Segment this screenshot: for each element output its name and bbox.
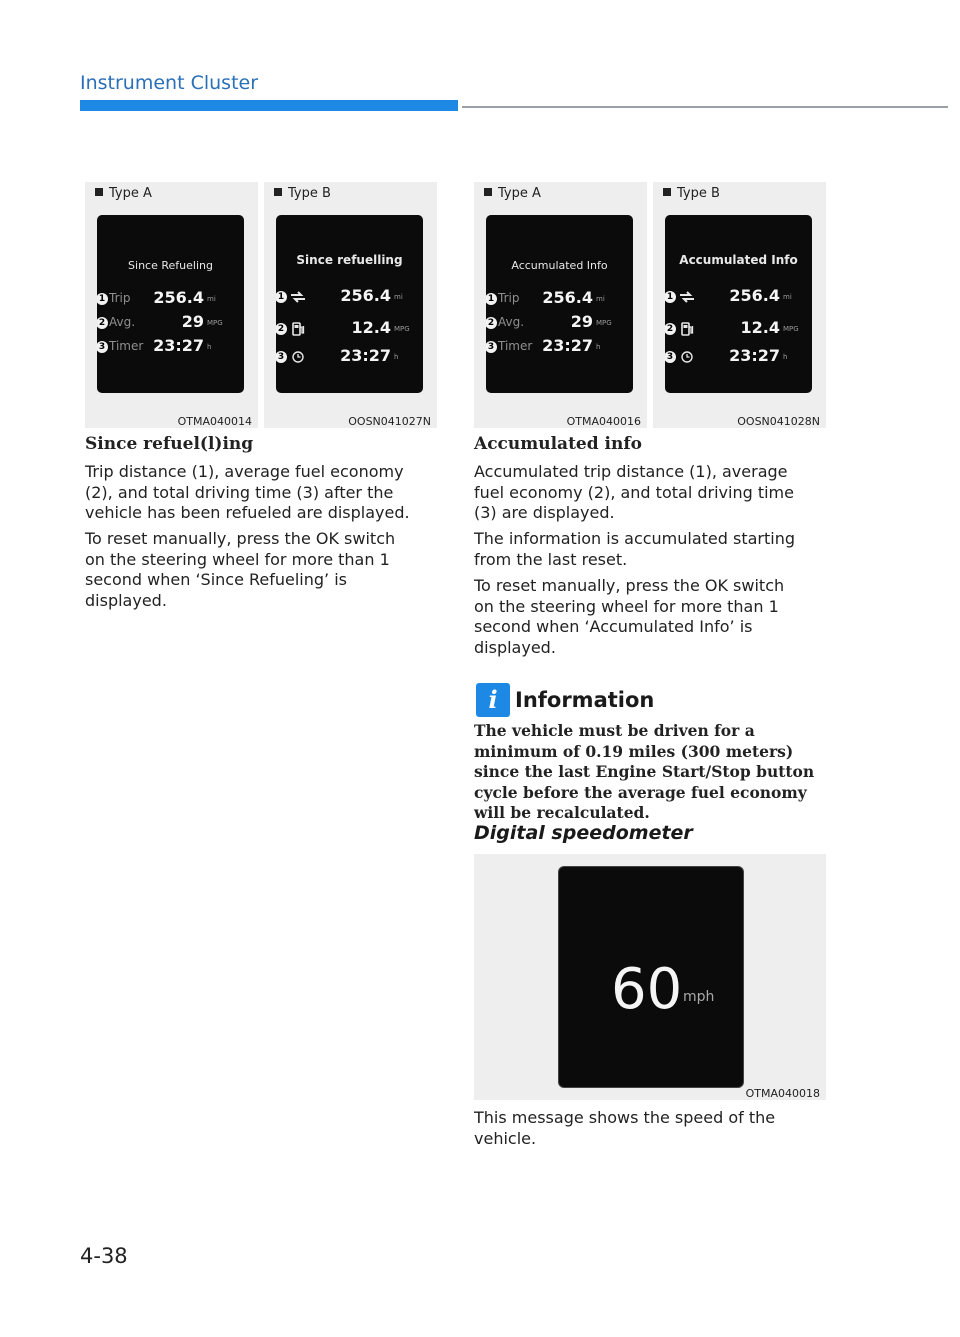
- screen-row: [97, 337, 244, 357]
- row-value: 23:27: [729, 346, 780, 365]
- speed-value: 60: [611, 957, 683, 1022]
- row-value: 23:27: [153, 336, 204, 355]
- header-title: Instrument Cluster: [80, 72, 259, 94]
- row-value: 23:27: [340, 346, 391, 365]
- trip-icon: [679, 289, 695, 303]
- screen-title: Accumulated Info: [679, 253, 798, 267]
- row-value: 12.4: [351, 318, 391, 337]
- square-bullet-icon: [663, 188, 671, 196]
- screen-row: [97, 313, 244, 333]
- screen-row: [665, 287, 812, 307]
- accumulated-info-para-3: To reset manually, press the OK switch on the steering wheel for more than 1 second when ‘Accumulated Info’ is displayed.: [474, 576, 785, 657]
- row-label: Avg.: [109, 315, 136, 329]
- callout-number: 2: [97, 317, 108, 329]
- callout-number: 3: [97, 341, 108, 353]
- row-value: 256.4: [153, 288, 204, 307]
- callout-number: 1: [276, 291, 287, 303]
- header-accent-bar: [80, 100, 458, 111]
- callout-number: 3: [486, 341, 497, 353]
- info-icon: i: [476, 683, 510, 717]
- row-label: Trip: [109, 291, 131, 305]
- figure-type-label: [95, 186, 152, 201]
- accumulated-info-para-2: The information is accumulated starting from the last reset.: [474, 529, 796, 569]
- info-body: The vehicle must be driven for a minimum of 0.19 miles (300 meters) since the last Engine Start/Stop button cycle before the average fuel economy will be recalculated.: [474, 721, 815, 822]
- speedometer-screen: [558, 866, 744, 1088]
- screen-row: [665, 347, 812, 367]
- figure-type-label: [274, 186, 331, 201]
- screen-title: Since refuelling: [296, 253, 403, 267]
- row-unit: MPG: [207, 319, 223, 327]
- figure-type-label: [663, 186, 720, 201]
- clock-icon: [679, 349, 695, 363]
- screen-row: [486, 289, 633, 309]
- callout-number: 1: [486, 293, 497, 305]
- row-value: 12.4: [740, 318, 780, 337]
- row-unit: h: [596, 343, 601, 351]
- accumulated-info-para-1: Accumulated trip distance (1), average fuel economy (2), and total driving time (3) are displayed.: [474, 462, 794, 522]
- cluster-figure-1: [85, 182, 258, 428]
- callout-number: 1: [97, 293, 108, 305]
- callout-number: 2: [665, 323, 676, 335]
- since-refueling-para-2: To reset manually, press the OK switch on the steering wheel for more than 1 second when ‘Since Refueling’ is displayed.: [85, 529, 396, 610]
- since-refueling-heading: Since refuel(l)ing: [85, 434, 254, 454]
- cluster-screen: [665, 215, 812, 393]
- figure-type-text: Type A: [498, 186, 541, 201]
- row-value: 256.4: [542, 288, 593, 307]
- cluster-figure-2: [264, 182, 437, 428]
- cluster-screen: [276, 215, 423, 393]
- row-unit: mi: [207, 295, 216, 303]
- figure-code: OTMA040014: [177, 415, 252, 428]
- speedometer-description: This message shows the speed of the vehicle.: [474, 1108, 776, 1148]
- screen-row: [486, 337, 633, 357]
- accumulated-info-heading: Accumulated info: [474, 434, 643, 454]
- row-unit: h: [207, 343, 212, 351]
- screen-row: [276, 287, 423, 307]
- screen-title: Accumulated Info: [511, 259, 608, 272]
- row-value: 29: [570, 312, 593, 331]
- since-refueling-para-1: Trip distance (1), average fuel economy (2), and total driving time (3) after the vehicle has been refueled are displayed.: [85, 462, 410, 522]
- trip-icon: [290, 289, 306, 303]
- row-value: 256.4: [340, 286, 391, 305]
- clock-icon: [290, 349, 306, 363]
- row-label: Timer: [498, 339, 533, 353]
- header-divider: [462, 106, 948, 108]
- row-label: Timer: [109, 339, 144, 353]
- row-unit: MPG: [394, 325, 410, 333]
- row-unit: mi: [783, 293, 792, 301]
- speedometer-figure: [474, 854, 826, 1100]
- row-unit: MPG: [783, 325, 799, 333]
- page-number: 4-38: [80, 1244, 128, 1268]
- callout-number: 3: [665, 351, 676, 363]
- callout-number: 3: [276, 351, 287, 363]
- screen-row: [486, 313, 633, 333]
- cluster-figure-4: [653, 182, 826, 428]
- figure-type-label: [484, 186, 541, 201]
- screen-title: Since Refueling: [128, 259, 213, 272]
- cluster-screen: [97, 215, 244, 393]
- screen-row: [665, 319, 812, 339]
- row-label: Avg.: [498, 315, 525, 329]
- figure-type-text: Type B: [677, 186, 720, 201]
- screen-row: [97, 289, 244, 309]
- figure-code: OTMA040016: [566, 415, 641, 428]
- row-value: 23:27: [542, 336, 593, 355]
- callout-number: 2: [486, 317, 497, 329]
- row-value: 256.4: [729, 286, 780, 305]
- row-unit: MPG: [596, 319, 612, 327]
- square-bullet-icon: [95, 188, 103, 196]
- fuel-pump-icon: [290, 321, 306, 335]
- figure-code: OOSN041028N: [737, 415, 820, 428]
- screen-row: [276, 347, 423, 367]
- square-bullet-icon: [274, 188, 282, 196]
- row-label: Trip: [498, 291, 520, 305]
- figure-type-text: Type A: [109, 186, 152, 201]
- row-unit: h: [783, 353, 788, 361]
- speed-unit: mph: [683, 989, 715, 1005]
- row-value: 29: [181, 312, 204, 331]
- callout-number: 2: [276, 323, 287, 335]
- cluster-screen: [486, 215, 633, 393]
- row-unit: h: [394, 353, 399, 361]
- square-bullet-icon: [484, 188, 492, 196]
- row-unit: mi: [596, 295, 605, 303]
- figure-code: OOSN041027N: [348, 415, 431, 428]
- info-title: Information: [515, 688, 655, 712]
- row-unit: mi: [394, 293, 403, 301]
- digital-speedometer-title: Digital speedometer: [474, 822, 693, 844]
- callout-number: 1: [665, 291, 676, 303]
- cluster-figure-3: [474, 182, 647, 428]
- fuel-pump-icon: [679, 321, 695, 335]
- figure-type-text: Type B: [288, 186, 331, 201]
- screen-row: [276, 319, 423, 339]
- figure-code: OTMA040018: [745, 1087, 820, 1100]
